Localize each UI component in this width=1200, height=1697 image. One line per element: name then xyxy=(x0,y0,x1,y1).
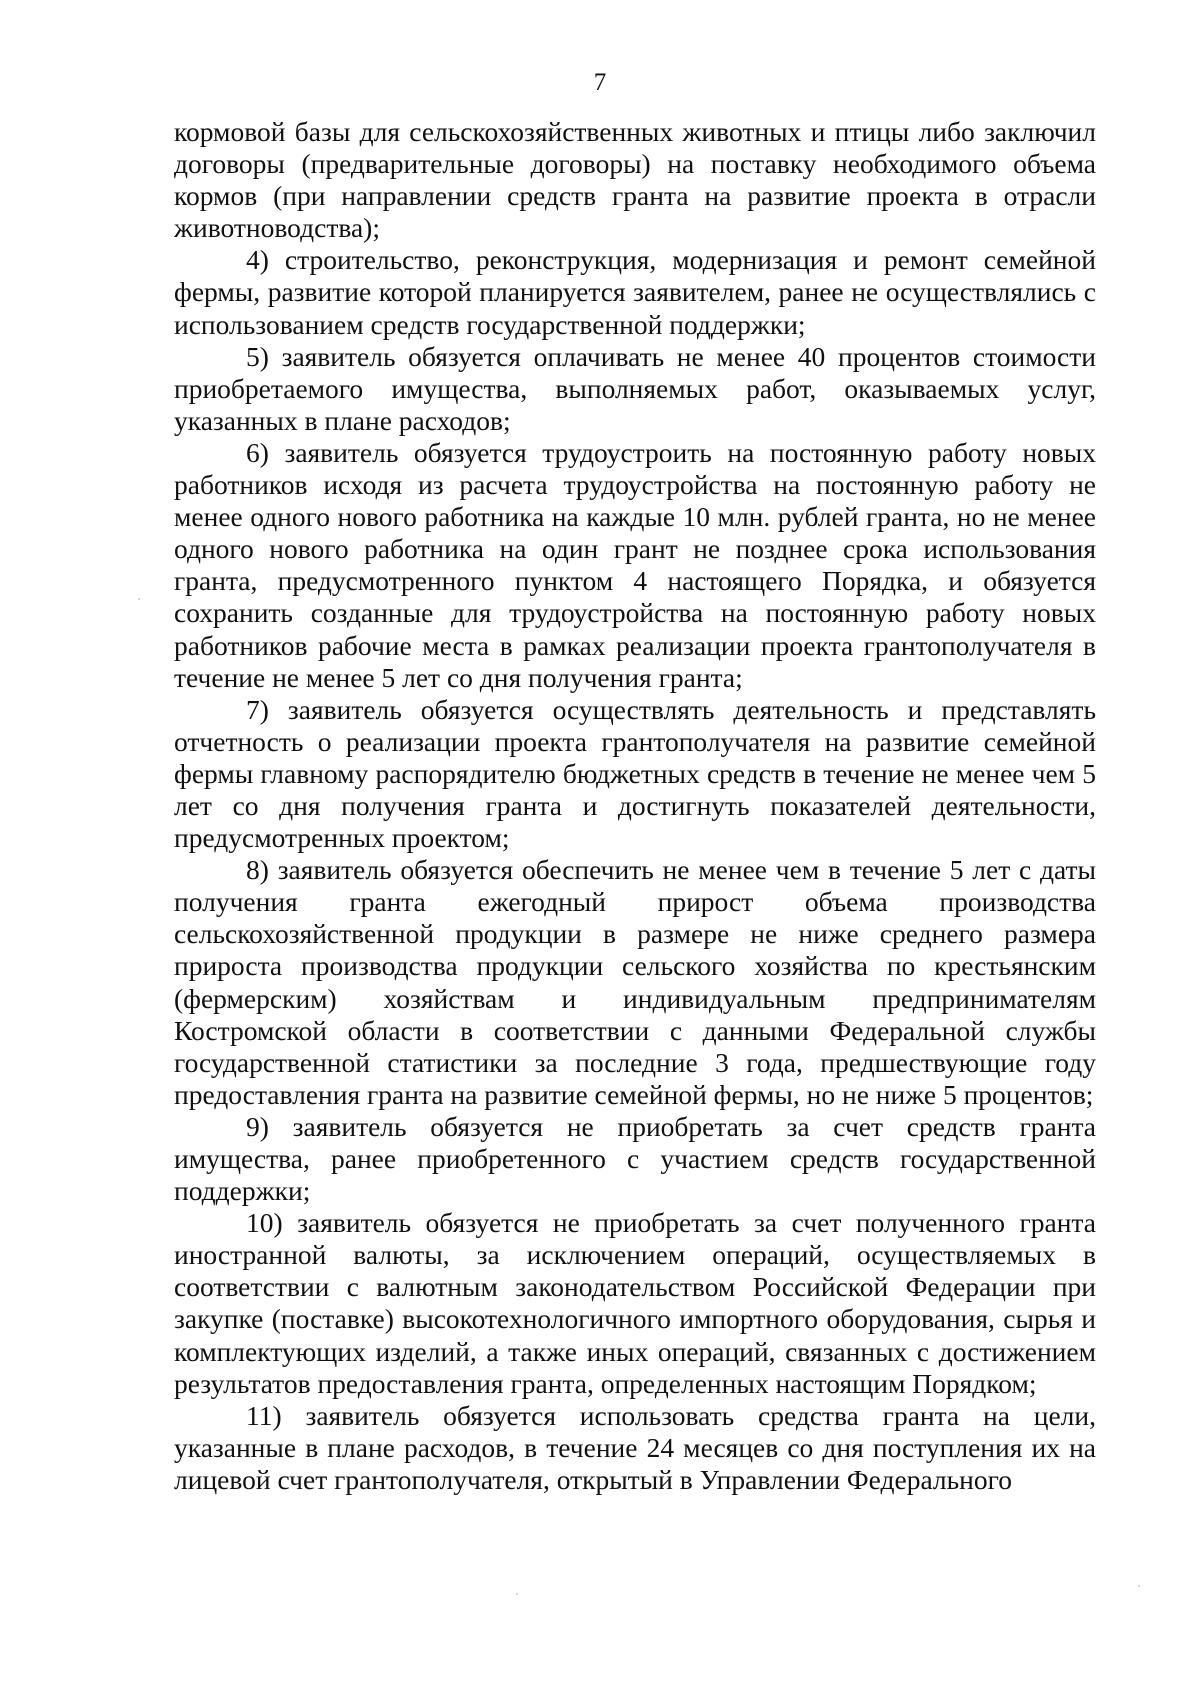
paragraph-item-10: 10) заявитель обязуется не приобретать за счет полученного гранта иностранной валюты, за исключением операций, осуществляемых в соответствии с валютным законодательством Российской Федерации при закупке (поставке) высокотехнологичного импортного оборудования, сырья и комплектующих изделий, а также иных операций, связанных с достижением результатов предоставления гранта, определенных настоящим Порядком; xyxy=(174,1207,1096,1399)
paragraph-item-5: 5) заявитель обязуется оплачивать не менее 40 процентов стоимости приобретаемого имущества, выполняемых работ, оказываемых услуг, указанных в плане расходов; xyxy=(174,340,1096,436)
paragraph-continuation: кормовой базы для сельскохозяйственных животных и птицы либо заключил договоры (предварительные договоры) на поставку необходимого объема кормов (при направлении средств гранта на развитие проекта в отрасли животноводства); xyxy=(174,116,1096,244)
paragraph-item-11: 11) заявитель обязуется использовать средства гранта на цели, указанные в плане расходов, в течение 24 месяцев со дня поступления их на лицевой счет грантополучателя, открытый в Управлении Федерального xyxy=(174,1399,1096,1495)
scan-speck xyxy=(1138,1585,1140,1587)
paragraph-item-8: 8) заявитель обязуется обеспечить не менее чем в течение 5 лет с даты получения гранта ежегодный прирост объема производства сельскохозяйственной продукции в размере не ниже среднего размера прироста производства продукции сельского хозяйства по крестьянским (фермерским) хозяйствам и индивидуальным предпринимателям Костромской области в соответствии с данными Федеральной службы государственной статистики за последние 3 года, предшествующие году предоставления гранта на развитие семейной фермы, но не ниже 5 процентов; xyxy=(174,854,1096,1110)
scan-speck xyxy=(516,1593,518,1595)
paragraph-item-4: 4) строительство, реконструкция, модернизация и ремонт семейной фермы, развитие которой планируется заявителем, ранее не осуществлялись с использованием средств государственной поддержки; xyxy=(174,244,1096,340)
paragraph-item-9: 9) заявитель обязуется не приобретать за счет средств гранта имущества, ранее приобретенного с участием средств государственной поддержки; xyxy=(174,1110,1096,1207)
paragraph-item-6: 6) заявитель обязуется трудоустроить на постоянную работу новых работников исходя из расчета трудоустройства на постоянную работу не менее одного нового работника на каждые 10 млн. рублей гранта, но не менее одного нового работника на один грант не позднее срока использования гранта, предусмотренного пунктом 4 настоящего Порядка, и обязуется сохранить созданные для трудоустройства на постоянную работу новых работников рабочие места в рамках реализации проекта грантополучателя в течение не менее 5 лет со дня получения гранта; xyxy=(174,436,1096,693)
document-body xyxy=(174,116,1096,1496)
paragraph-item-7: 7) заявитель обязуется осуществлять деятельность и представлять отчетность о реализации проекта грантополучателя на развитие семейной фермы главному распорядителю бюджетных средств в течение не менее чем 5 лет со дня получения гранта и достигнуть показателей деятельности, предусмотренных проектом; xyxy=(174,693,1096,854)
scan-speck xyxy=(138,598,140,600)
page-number: 7 xyxy=(593,69,607,96)
